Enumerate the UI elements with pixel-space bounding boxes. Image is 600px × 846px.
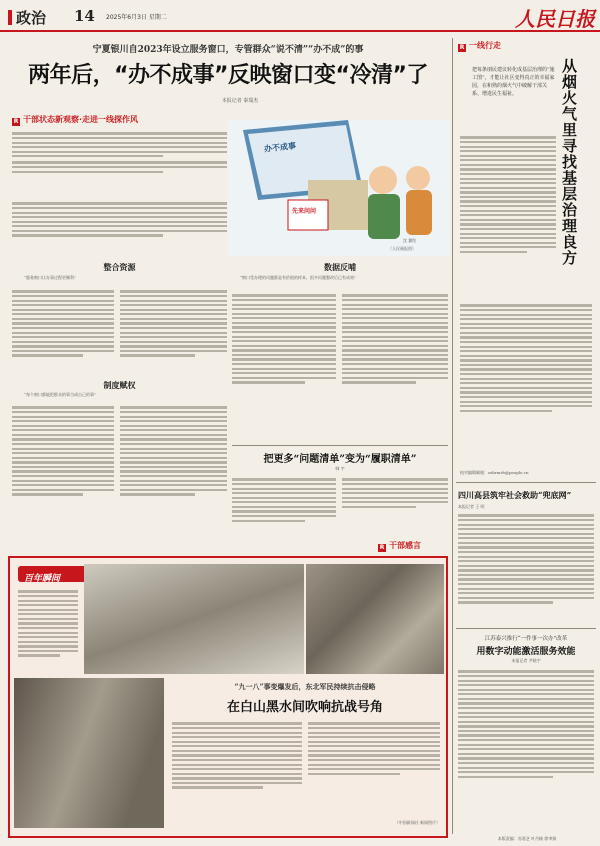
lead-byline: 本报记者 秦瑞杰 [221, 98, 259, 104]
section-name: 政治 [16, 9, 47, 27]
lead-kicker: 宁夏银川自2023年设立服务窗口，专管群众“说不清”“办不成”的事 [92, 45, 364, 55]
cartoon-card-text: 先来问问 [292, 208, 317, 215]
page-footer: 本版责编：苏嘉芝 叶丹樯 徐聿娟 [497, 836, 557, 841]
right-column-footer: 校对编辑邮箱：zzbrmrb@people.cn [460, 470, 529, 475]
page-header [0, 0, 600, 32]
right-column-tag [458, 40, 501, 52]
history-body-a [172, 720, 302, 791]
lead-col-f [342, 292, 448, 386]
commentary-tag-icon: R [379, 544, 385, 551]
lead-col-b [120, 288, 227, 359]
newspaper-logo: 人民日报 [515, 7, 595, 31]
cartoon-credit: 沈 翼绘 [403, 238, 417, 243]
history-photo-1 [84, 564, 304, 674]
page-number: 14 [74, 7, 95, 25]
subhead-resources: 整合资源 [103, 262, 136, 272]
lead-col-c [12, 404, 114, 498]
subhead-system: 制度赋权 [103, 380, 136, 390]
section-label [8, 7, 46, 28]
right-rule-1 [456, 482, 596, 483]
issue-date: 2025年6月3日 星期二 [106, 14, 167, 21]
subquote-1: “服务窗口让办事过程更顺利” [24, 275, 77, 280]
article3-byline: 本报记者 尹晓宇 [511, 658, 541, 663]
section-bar [8, 10, 12, 25]
column-tag-icon: R [13, 118, 19, 125]
commentary-col-b [342, 476, 448, 510]
history-kicker: “九一八”事变爆发后，东北军民持续抗击侵略 [234, 682, 376, 691]
history-badge-text: 百年瞬间 [24, 574, 61, 584]
right-column-body-b [460, 302, 592, 414]
history-badge [18, 566, 88, 582]
column-divider [452, 38, 453, 834]
commentary-byline: 韩 宇 [335, 466, 345, 471]
right-column-title: 从烟火气里寻找基层治理良方 [560, 58, 578, 266]
article2-byline: 本报记者 王 明 [458, 504, 485, 509]
lead-col-a [12, 288, 114, 359]
right-column-body-a [460, 134, 556, 255]
cartoon-source: （人民画报图） [388, 246, 416, 251]
history-photo-2 [306, 564, 444, 674]
lead-col-e [232, 292, 336, 386]
commentary-title: 把更多“问题清单”变为“履职清单” [263, 454, 417, 465]
right-column-tag-icon: R [459, 44, 465, 51]
article3-title: 用数字动能激活服务效能 [476, 647, 576, 657]
column-tag [12, 114, 138, 126]
subquote-2: “每个窗口都能把群众的事当成自己的事” [24, 392, 97, 397]
subquote-3: “窗口受办理的问题都是有价值的样本，很多问题整改后已有成效” [240, 275, 357, 280]
history-source: （中国新闻社 新闻图片） [394, 820, 440, 825]
history-photo-3 [14, 678, 164, 828]
commentary-tag [378, 540, 421, 552]
article3-body [458, 668, 594, 780]
history-title: 在白山黑水间吹响抗战号角 [226, 700, 383, 715]
article2-title: 四川高县筑牢社会救助“兜底网” [458, 490, 572, 500]
history-feature [8, 556, 448, 838]
commentary-tag-text: 干部感言 [389, 541, 421, 550]
cartoon-illustration [228, 120, 450, 256]
lead-headline: 两年后，“办不成事”反映窗口变“冷清”了 [28, 63, 428, 88]
commentary-col-a [232, 476, 336, 524]
cartoon-sign-text: 办不成事 [263, 140, 297, 154]
right-rule-2 [456, 628, 596, 629]
lead-col-d [120, 404, 227, 498]
commentary-rule [232, 445, 448, 446]
right-column-intro: 把每条朋民建议转化成基层治理的“施工图”，才能让社区变得真正的幸福家园，在和熟的烟火气中破解干部关系、增进民生福祉。 [472, 67, 555, 97]
subhead-data: 数据反哺 [324, 262, 356, 272]
article3-kicker: 江苏泰兴推行“一件事一次办”改革 [484, 636, 568, 642]
article2-body [458, 512, 594, 606]
right-column-tag-text: 一线行走 [469, 41, 501, 50]
lead-body-1 [12, 200, 227, 239]
cartoon-drawing [228, 120, 450, 256]
history-intro [18, 588, 78, 659]
lead-intro [12, 130, 227, 175]
history-body-b [308, 720, 440, 777]
column-tag-text: 干部状态新观察·走进一线探作风 [23, 115, 139, 124]
